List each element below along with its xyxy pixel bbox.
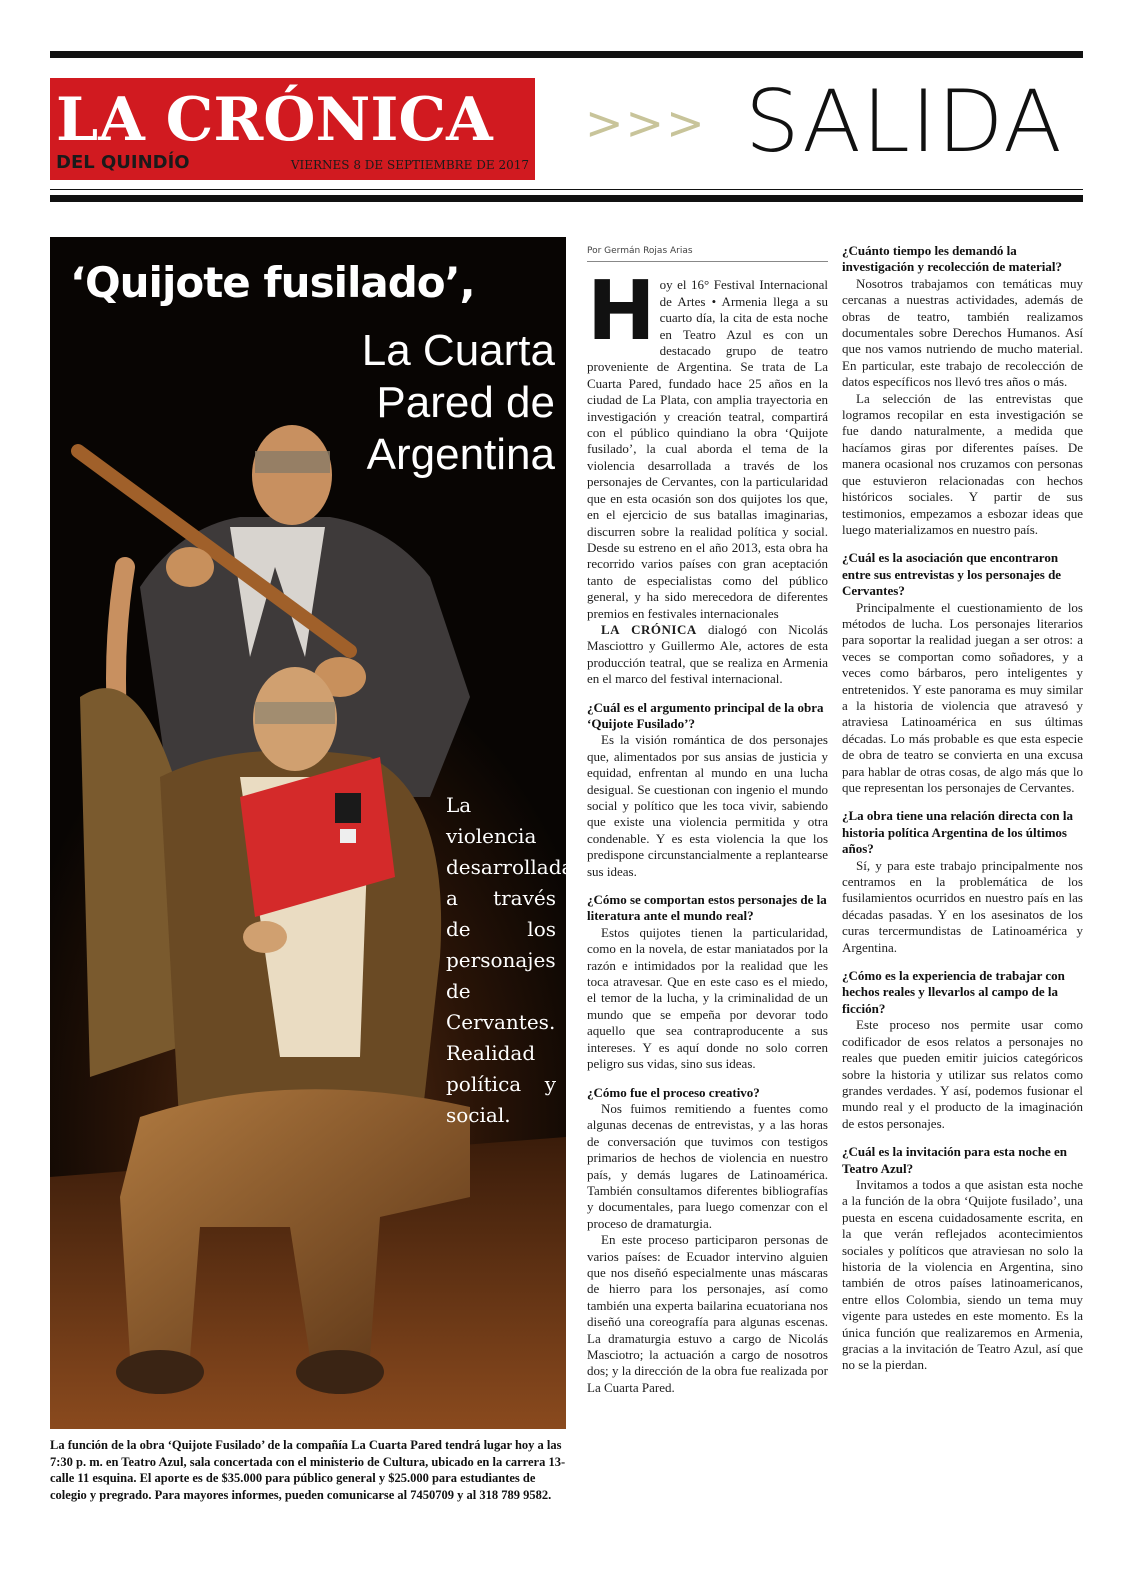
photo-caption: La función de la obra ‘Quijote Fusilado’ de la compañía La Cuarta Pared tendrá lugar hoy a las 7:30 p. m. en Teatro Azul, sala concertada con el ministerio de Cultura, ubicado en la carrera 13-calle 11 esquina. El aporte es de $35.000 para público general y $25.000 para estudiantes de colegio y pregrado. Para mayores informes, pueden comunicarse al 7450709 y al 318 789 9582. (50, 1438, 566, 1502)
answer-6: Sí, y para este trabajo principalmente nos centramos en la problemática de los fusilamientos ocurridos en nuestro país en las décadas pasadas. Y en los asesinatos de los curas tercermundistas de Latinoamérica y Argentina. (842, 857, 1083, 955)
header-thin-rule (50, 189, 1083, 190)
section-arrows: >>> (585, 96, 707, 150)
article-column-1 (587, 243, 828, 1396)
answer-2: Estos quijotes tienen la particularidad, como en la novela, de estar maniatados por la razón e intimidados por la realidad que les toca atravesar. Que en este caso es el miedo, el temor de la lucha, y la criminalidad de un mundo que se empeña por devorar todo aquello que sea contraproducente a sus intereses. Y es aquí donde no solo corren peligro sus vidas, sino sus ideas. (587, 924, 828, 1072)
header-bottom-rule (50, 195, 1083, 202)
pull-quote: La violencia desarrollada a través de los personajes de Cervantes. Realidad política y social. (446, 793, 574, 1127)
intro-newspaper-name: LA CRÓNICA (601, 621, 697, 637)
byline: Por Germán Rojas Arias (587, 243, 828, 262)
answer-5: Principalmente el cuestionamiento de los métodos de lucha. Los personajes literarios para soportar la realidad juegan a ser otros: a veces se comportan como soñadores, y a veces como bárbaros, pero inteligentes y entretenidos. Y este panorama es muy similar a la historia de violencia que atravesó y atraviesa Latinoamérica en sus últimas décadas. Lo más probable es que esta especie de obra de teatro se convierta en una excusa para hablar de otras cosas, de algo más que lo que representan los personajes de Cervantes. (842, 599, 1083, 795)
answer-7: Este proceso nos permite usar como codificador de esos relatos a personajes no reales que pueden emitir juicios categóricos sobre la historia y utilizar sus relatos como grandes verdades. Y así, podemos fusionar el mundo real y el producto de la imaginación de estos personajes. (842, 1017, 1083, 1131)
feature-subheadline: La Cuarta Pared de Argentina (361, 326, 555, 479)
newspaper-name: LA CRÓNICA (56, 85, 493, 155)
article-column-2 (842, 243, 1083, 1374)
question-3: ¿Cómo fue el proceso creativo? (587, 1084, 760, 1100)
article-lead: Hoy el 16° Festival Internacional de Artes • Armenia llega a su cuarto día, la cita de esta noche en Teatro Azul es con un destacado grupo de teatro proveniente de Argentina. Se trata de La Cuarta Pared, fundado hace 25 años en la ciudad de La Plata, con amplia trayectoria en investigación y creación teatral, compartirá con el público quindiano la obra ‘Quijote fusilado’, la cual aborda el tema de la violencia desarrollada a través de los personajes de Cervantes, con la particularidad que en esta ocasión son dos quijotes los que, en el ejercicio de sus batallas imaginarias, discurren sobre la realidad política y social. Desde su estreno en el año 2013, esta obra ha recorrido varios países con gran aceptación tanto de especialistas como del público general, y ha sido merecedora de diferentes premios en festivales internacionales (587, 264, 828, 621)
newspaper-subtitle: DEL QUINDÍO (56, 152, 190, 173)
issue-date: VIERNES 8 DE SEPTIEMBRE DE 2017 (290, 158, 529, 172)
answer-4b: La selección de las entrevistas que logramos recopilar en esta investigación se fue dando naturalmente, a medida que hacíamos giras por diferentes países. De manera ocasional nos cruzamos con personas que estuvieron relacionadas con hechos históricos sociales. Y partir de sus testimonios, empezamos a esbozar ideas que luego materializamos en nuestro país. (842, 390, 1083, 537)
drop-cap: H (587, 264, 656, 360)
question-2: ¿Cómo se comportan estos personajes de la literatura ante el mundo real? (587, 892, 827, 924)
feature-headline: ‘Quijote fusilado’, (70, 258, 475, 307)
header-top-rule (50, 51, 1083, 58)
question-8: ¿Cuál es la invitación para esta noche en Teatro Azul? (842, 1144, 1067, 1176)
answer-1: Es la visión romántica de dos personajes que, alimentados por sus ansias de justicia y equidad, enfrentan al mundo en una lucha desigual. Se cuestionan con ingenio el mundo social y político que les toca vivir, sabiendo que existe una violencia permitida y otra condenable. Y es esta violencia la que los predispone circunstancialmente a replantearse sus ideas. (587, 732, 828, 879)
answer-3b: En este proceso participaron personas de varios países: de Ecuador intervino alguien que nos diseñó especialmente unas máscaras de hierro para los personajes, así como también una experta bailarina ecuatoriana nos diseñó una coreografía para algunas escenas. La dramaturgia estuvo a cargo de Nicolás Masciotro; la actuación a cargo de nosotros dos; y la dirección de la obra fue realizada por La Cuarta Pared. (587, 1232, 828, 1395)
question-1: ¿Cuál es el argumento principal de la obra ‘Quijote Fusilado’? (587, 699, 824, 731)
question-6: ¿La obra tiene una relación directa con la historia política Argentina de los últimos años? (842, 808, 1073, 857)
masthead-logo (50, 78, 535, 180)
answer-8: Invitamos a todos a que asistan esta noche a la función de la obra ‘Quijote fusilado’, una puesta en escena cuidadosamente escrita, en la que verán reflejados acontecimientos sociales y políticos que atraviesan no solo la historia de la violencia en Argentina, sino también de otros países latinoamericanos, entre ellos Colombia, siendo un tema muy vigente para ustedes en este momento. Es la única función que realizaremos en Armenia, gracias a la invitación de Teatro Azul, así que no se la pierdan. (842, 1176, 1083, 1373)
question-4: ¿Cuánto tiempo les demandó la investigación y recolección de material? (842, 243, 1062, 275)
question-5: ¿Cuál es la asociación que encontraron entre sus entrevistas y los personajes de Cervantes? (842, 550, 1062, 599)
question-7: ¿Cómo es la experiencia de trabajar con hechos reales y llevarlos al campo de la ficción? (842, 968, 1065, 1016)
section-title: SALIDA (745, 72, 1063, 172)
article-intro: LA CRÓNICA dialogó con Nicolás Masciottro y Guillermo Ale, actores de esta producción teatral, que se realiza en Armenia en el marco del festival internacional. (587, 621, 828, 687)
answer-3a: Nos fuimos remitiendo a fuentes como algunas decenas de entrevistas, y a las horas de conversación que tuvimos con testigos primarios de hechos de violencia en nuestro país, y demás lugares de Latinoamérica. También consultamos diferentes bibliografías y documentales, para luego comenzar con el proceso de dramaturgia. (587, 1100, 828, 1231)
answer-4a: Nosotros trabajamos con temáticas muy cercanas a nuestras actividades, además de obras de teatro, también realizamos documentales sobre Derechos Humanos. Así que nos vamos nutriendo de mucho material. En particular, este trabajo de recolección de datos específicos nos llevó tres años o más. (842, 275, 1083, 390)
